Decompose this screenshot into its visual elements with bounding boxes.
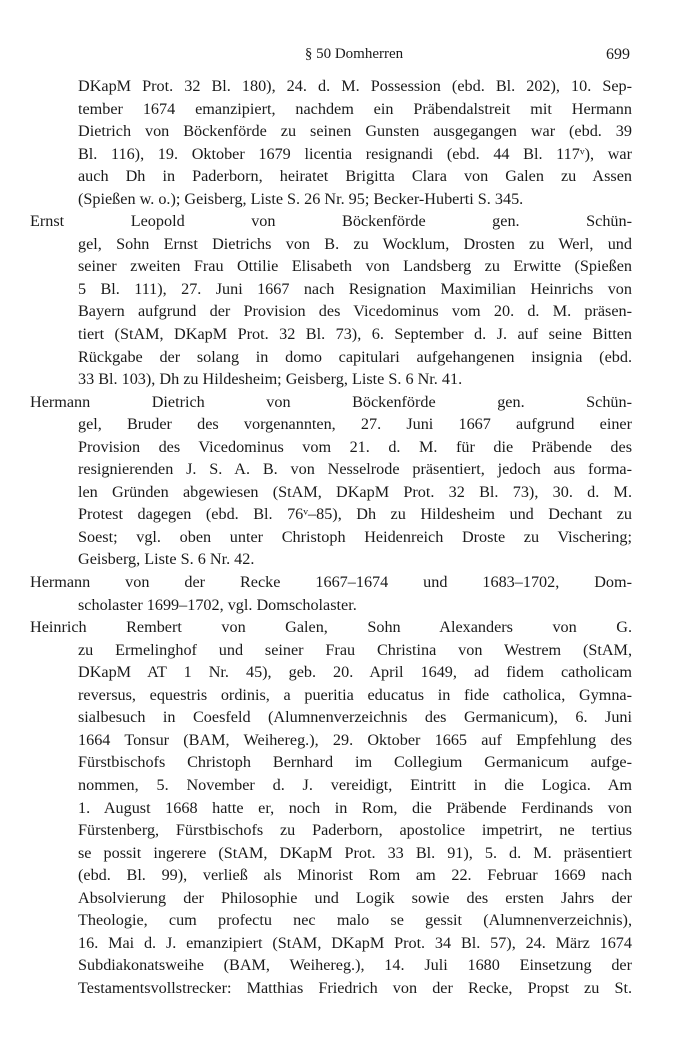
text-line: Absolvierung der Philosophie und Logik sowie des ersten Jahrs der xyxy=(78,888,632,907)
text-line: 1. August 1668 hatte er, noch in Rom, die Präbende Ferdinands von xyxy=(78,798,632,817)
text-line: len Gründen abgewiesen (StAM, DKapM Prot. 32 Bl. 73), 30. d. M. xyxy=(78,482,632,501)
text-line: (Spießen w. o.); Geisberg, Liste S. 26 Nr. 95; Becker-Huberti S. 345. xyxy=(78,189,524,208)
text-line: 16. Mai d. J. emanzipiert (StAM, DKapM Prot. 34 Bl. 57), 24. März 1674 xyxy=(78,933,632,952)
text-line: 33 Bl. 103), Dh zu Hildesheim; Geisberg, Liste S. 6 Nr. 41. xyxy=(78,370,463,389)
text-line: Dietrich von Böckenförde zu seinen Gunsten ausgegangen war (ebd. 39 xyxy=(78,122,632,141)
text-line: reversus, equestris ordinis, a pueritia educatus in fide catholica, Gymna- xyxy=(78,685,632,704)
text-line: DKapM AT 1 Nr. 45), geb. 20. April 1649, ad fidem catholicam xyxy=(78,663,632,682)
text-line: Testamentsvollstrecker: Matthias Friedrich von der Recke, Propst zu St. xyxy=(78,978,632,997)
text-line: zu Ermelinghof und seiner Frau Christina von Westrem (StAM, xyxy=(78,640,632,659)
text-line: sialbesuch in Coesfeld (Alumnenverzeichnis des Germanicum), 6. Juni xyxy=(78,708,632,727)
text-line: Ernst Leopold von Böckenförde gen. Schün- xyxy=(30,212,632,231)
text-line: 5 Bl. 111), 27. Juni 1667 nach Resignation Maximilian Heinrichs von xyxy=(78,279,632,298)
text-line: Hermann Dietrich von Böckenförde gen. Schün- xyxy=(30,392,632,411)
text-line: Rückgabe der solang in domo capitulari aufgehangenen insignia (ebd. xyxy=(78,347,632,366)
text-line: Theologie, cum profectu nec malo se gessit (Alumnenverzeichnis), xyxy=(78,911,632,930)
running-title: § 50 Domherren xyxy=(304,46,404,62)
text-line: Bayern aufgrund der Provision des Vicedominus vom 20. d. M. präsen- xyxy=(78,302,632,321)
page-number: 699 xyxy=(606,46,630,63)
text-line: auch Dh in Paderborn, heiratet Brigitta Clara von Galen zu Assen xyxy=(78,167,632,186)
text-line: Subdiakonatsweihe (BAM, Weihereg.), 14. Juli 1680 Einsetzung der xyxy=(78,956,632,975)
body-text xyxy=(30,75,632,999)
text-line: (ebd. Bl. 99), verließ als Minorist Rom am 22. Februar 1669 nach xyxy=(78,866,632,885)
text-line: resignierenden J. S. A. B. von Nesselrode präsentiert, jedoch aus forma- xyxy=(78,460,632,479)
text-line: DKapM Prot. 32 Bl. 180), 24. d. M. Possession (ebd. Bl. 202), 10. Sep- xyxy=(78,77,632,95)
text-line: tiert (StAM, DKapM Prot. 32 Bl. 73), 6. September d. J. auf seine Bitten xyxy=(78,325,632,344)
text-line: gel, Sohn Ernst Dietrichs von B. zu Wocklum, Drosten zu Werl, und xyxy=(78,234,632,253)
text-line: Geisberg, Liste S. 6 Nr. 42. xyxy=(78,550,255,569)
text-line: Heinrich Rembert von Galen, Sohn Alexanders von G. xyxy=(30,618,632,637)
text-line: Provision des Vicedominus vom 21. d. M. für die Präbende des xyxy=(78,437,632,456)
text-line: 1664 Tonsur (BAM, Weihereg.), 29. Oktober 1665 auf Empfehlung des xyxy=(78,730,632,749)
text-line: nommen, 5. November d. J. vereidigt, Eintritt in die Logica. Am xyxy=(78,775,632,794)
text-line: Hermann von der Recke 1667–1674 und 1683–1702, Dom- xyxy=(30,573,632,592)
text-line: tember 1674 emanzipiert, nachdem ein Präbendalstreit mit Hermann xyxy=(78,99,632,118)
text-line: Fürstenberg, Fürstbischofs zu Paderborn, apostolice impetrirt, ne tertius xyxy=(78,821,632,840)
text-line: Fürstbischofs Christoph Bernhard im Collegium Germanicum aufge- xyxy=(78,753,632,772)
text-line: scholaster 1699–1702, vgl. Domscholaster. xyxy=(78,595,357,614)
text-line: Soest; vgl. oben unter Christoph Heidenreich Droste zu Vischering; xyxy=(78,527,632,546)
text-line: Bl. 116), 19. Oktober 1679 licentia resignandi (ebd. 44 Bl. 117ᵛ), war xyxy=(78,144,632,163)
text-line: se possit ingerere (StAM, DKapM Prot. 33 Bl. 91), 5. d. M. präsentiert xyxy=(78,843,632,862)
running-header xyxy=(78,46,630,66)
text-line: gel, Bruder des vorgenannten, 27. Juni 1667 aufgrund einer xyxy=(78,415,632,434)
text-line: Protest dagegen (ebd. Bl. 76ᵛ–85), Dh zu Hildesheim und Dechant zu xyxy=(78,505,632,524)
text-line: seiner zweiten Frau Ottilie Elisabeth von Landsberg zu Erwitte (Spießen xyxy=(78,257,632,276)
